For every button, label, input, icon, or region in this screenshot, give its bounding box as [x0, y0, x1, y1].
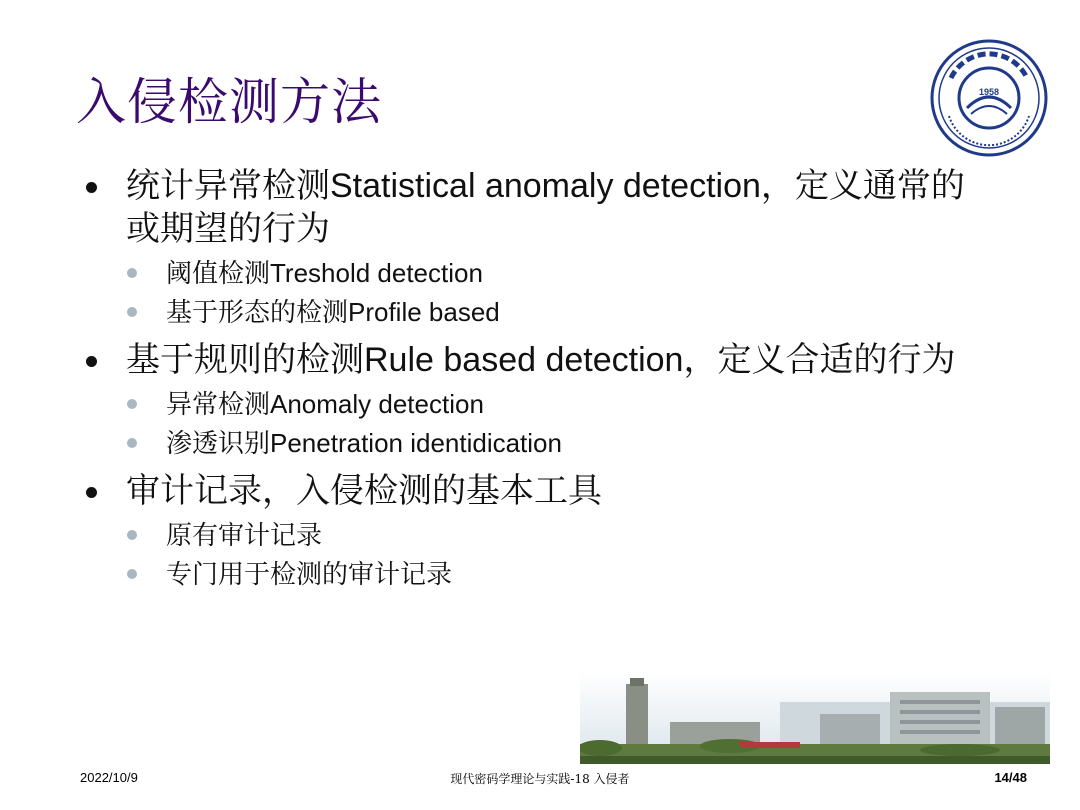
bullet-dot	[86, 356, 97, 367]
footer-title: 现代密码学理论与实践-18 入侵者	[450, 772, 630, 786]
campus-buildings-image	[580, 672, 1050, 764]
sub-bullet-item	[86, 557, 986, 591]
sub-bullet-dot	[127, 569, 137, 579]
sub-bullet-item	[86, 295, 986, 329]
bullet-item	[86, 470, 986, 513]
bullet-list	[86, 165, 986, 591]
sub-bullet-dot	[127, 307, 137, 317]
sub-bullet-item	[86, 426, 986, 460]
footer-page-number: 14/48	[994, 770, 1027, 785]
sub-bullet-dot	[127, 438, 137, 448]
sub-bullet-item	[86, 387, 986, 421]
bullet-group-2	[86, 339, 986, 460]
sub-bullet-dot	[127, 268, 137, 278]
bullet-text: 审计记录，入侵检测的基本工具	[126, 472, 602, 510]
sub-bullet-text: 渗透识别Penetration identidication	[166, 428, 562, 458]
sub-bullet-text: 专门用于检测的审计记录	[166, 559, 453, 589]
sub-bullet-item	[86, 256, 986, 290]
bullet-text: 统计异常检测Statistical anomaly detection，定义通常的或期望的行为	[126, 167, 965, 248]
slide-title: 入侵检测方法	[76, 73, 382, 131]
bullet-group-1	[86, 165, 986, 329]
sub-bullet-item	[86, 518, 986, 552]
sub-bullet-text: 阈值检测Treshold detection	[166, 258, 483, 288]
university-seal-logo	[929, 38, 1049, 158]
bullet-dot	[86, 182, 97, 193]
bullet-dot	[86, 487, 97, 498]
sub-bullet-dot	[127, 530, 137, 540]
sub-bullet-text: 基于形态的检测Profile based	[166, 297, 500, 327]
bullet-group-3	[86, 470, 986, 591]
footer-date: 2022/10/9	[80, 770, 138, 785]
sub-bullet-dot	[127, 399, 137, 409]
sub-bullet-text: 异常检测Anomaly detection	[166, 389, 484, 419]
sub-bullet-text: 原有审计记录	[166, 520, 323, 550]
bullet-text: 基于规则的检测Rule based detection，定义合适的行为	[126, 341, 956, 379]
logo-year: 1958	[978, 87, 1000, 97]
bullet-item	[86, 165, 986, 251]
bullet-item	[86, 339, 986, 382]
